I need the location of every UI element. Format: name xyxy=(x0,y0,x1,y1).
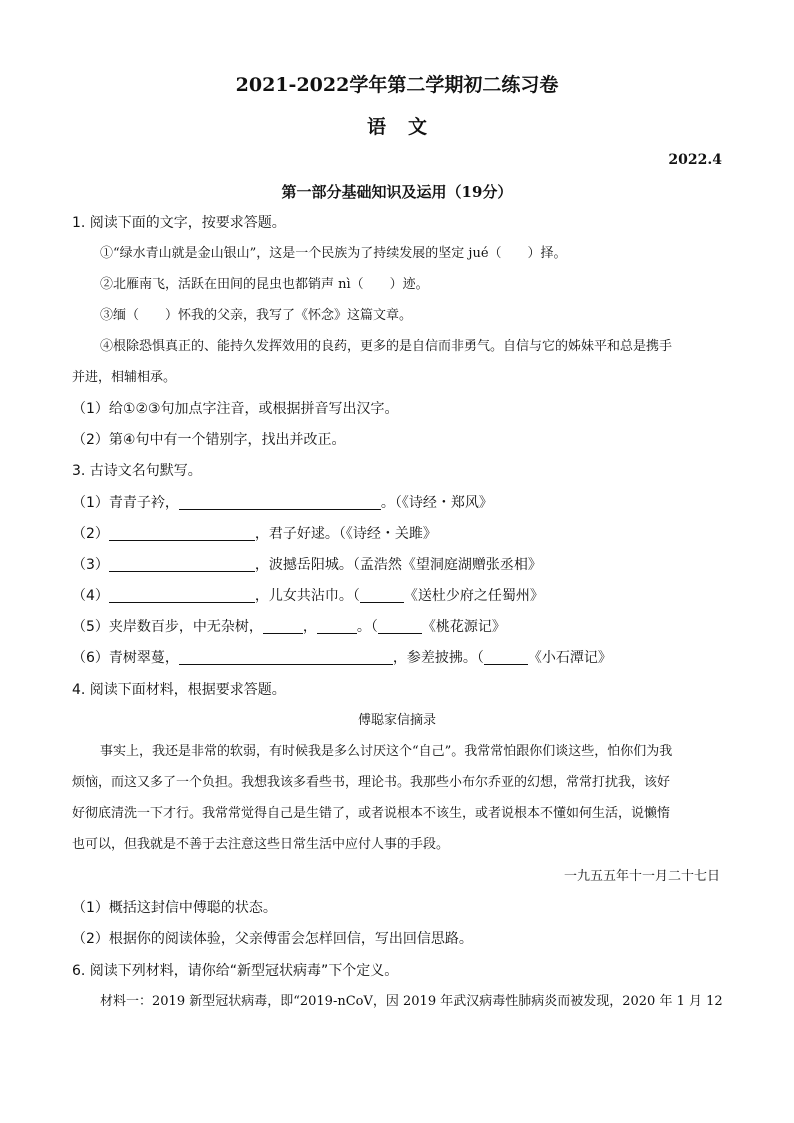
answer-blank[interactable] xyxy=(109,526,255,541)
q4-sub-1: （1）概括这封信中傅聪的状态。 xyxy=(72,900,277,916)
answer-blank[interactable] xyxy=(109,557,255,572)
letter-signature-date: 一九五五年十一月二十七日 xyxy=(563,869,720,884)
q3-line-4-suffix: 《送杜少府之任蜀州》 xyxy=(403,588,544,604)
question-1-stem: 1. 阅读下面的文字，按要求答题。 xyxy=(72,215,286,231)
subject-title: 语文 xyxy=(366,116,449,138)
question-6-stem: 6. 阅读下列材料，请你给“新型冠状病毒”下个定义。 xyxy=(72,963,399,979)
q3-line-5-prefix: （5）夹岸数百步，中无杂树， xyxy=(72,619,263,635)
q3-line-5 xyxy=(72,618,506,636)
q3-line-4-middle: ，儿女共沾巾。（ xyxy=(254,588,360,604)
q3-line-1 xyxy=(72,494,493,512)
answer-blank[interactable] xyxy=(263,619,303,634)
letter-paragraph-line-2: 烦恼，而这又多了一个负担。我想我该多看些书，理论书。我那些小布尔乔亚的幻想，常常打扰我，该好 xyxy=(72,775,671,790)
q1-item-2: ②北雁南飞，活跃在田间的昆虫也都销声 nì（ ）迹。 xyxy=(100,277,429,292)
answer-blank[interactable] xyxy=(484,650,528,665)
q3-line-6-prefix: （6）青树翠蔓， xyxy=(72,650,179,666)
q3-line-6 xyxy=(72,649,612,667)
answer-blank[interactable] xyxy=(109,588,255,603)
q6-material-1: 材料一：2019 新型冠状病毒，即“2019-nCoV，因 2019 年武汉病毒性肺病炎而被发现，2020 年 1 月 12 xyxy=(100,994,723,1009)
q3-line-2 xyxy=(72,525,437,543)
exam-title: 2021-2022学年第二学期初二练习卷 xyxy=(235,74,559,96)
letter-paragraph-line-3: 好彻底清洗一下才行。我常常觉得自己是生错了，或者说根本不该生，或者说根本不懂如何生活，说懒惰 xyxy=(72,806,671,821)
answer-blank[interactable] xyxy=(179,650,393,665)
q3-line-6-middle: ，参差披拂。（ xyxy=(392,650,484,666)
answer-blank[interactable] xyxy=(378,619,422,634)
question-4-stem: 4. 阅读下面材料，根据要求答题。 xyxy=(72,682,286,698)
letter-paragraph-line-4: 也可以，但我就是不善于去注意这些日常生活中应付人事的手段。 xyxy=(72,837,450,852)
q1-item-4-line-1: ④根除恐惧真正的、能持久发挥效用的良药，更多的是自信而非勇气。自信与它的姊妹平和总是携手 xyxy=(100,339,673,354)
q4-sub-2: （2）根据你的阅读体验，父亲傅雷会怎样回信，写出回信思路。 xyxy=(72,931,473,947)
exam-date: 2022.4 xyxy=(668,152,722,168)
section-title: 第一部分基础知识及运用（19分） xyxy=(281,183,513,201)
q3-line-1-prefix: （1）青青子衿， xyxy=(72,495,179,511)
q3-line-2-suffix: ，君子好逑。（《诗经・关雎》 xyxy=(254,526,437,542)
q1-sub-2: （2）第④句中有一个错别字，找出并改正。 xyxy=(72,432,346,448)
q3-line-3-prefix: （3） xyxy=(72,557,109,573)
letter-paragraph-line-1: 事实上，我还是非常的软弱，有时候我是多么讨厌这个“自己”。我常常怕跟你们谈这些，怕你们为我 xyxy=(100,744,673,759)
q3-line-2-prefix: （2） xyxy=(72,526,109,542)
q3-line-3 xyxy=(72,556,542,574)
q3-line-4-prefix: （4） xyxy=(72,588,109,604)
q3-line-4 xyxy=(72,587,544,605)
q3-line-5-comma: ， xyxy=(302,619,317,635)
q3-line-3-suffix: ，波撼岳阳城。（孟浩然《望洞庭湖赠张丞相》 xyxy=(254,557,542,573)
letter-title: 傅聪家信摘录 xyxy=(357,713,436,728)
q1-item-3: ③缅（ ）怀我的父亲，我写了《怀念》这篇文章。 xyxy=(100,308,413,323)
q1-item-1: ①“绿水青山就是金山银山”，这是一个民族为了持续发展的坚定 jué（ ）择。 xyxy=(100,246,567,261)
answer-blank[interactable] xyxy=(317,619,357,634)
answer-blank[interactable] xyxy=(360,588,404,603)
q3-line-5-middle: 。（ xyxy=(356,619,378,635)
q3-line-6-suffix: 《小石潭记》 xyxy=(527,650,612,666)
answer-blank[interactable] xyxy=(179,495,381,510)
q3-line-5-suffix: 《桃花源记》 xyxy=(421,619,506,635)
question-3-stem: 3. 古诗文名句默写。 xyxy=(72,463,202,479)
q1-item-4-line-2: 并进，相辅相承。 xyxy=(72,370,177,385)
q1-sub-1: （1）给①②③句加点字注音，或根据拼音写出汉字。 xyxy=(72,401,399,417)
q3-line-1-suffix: 。（《诗经・郑风》 xyxy=(380,495,493,511)
